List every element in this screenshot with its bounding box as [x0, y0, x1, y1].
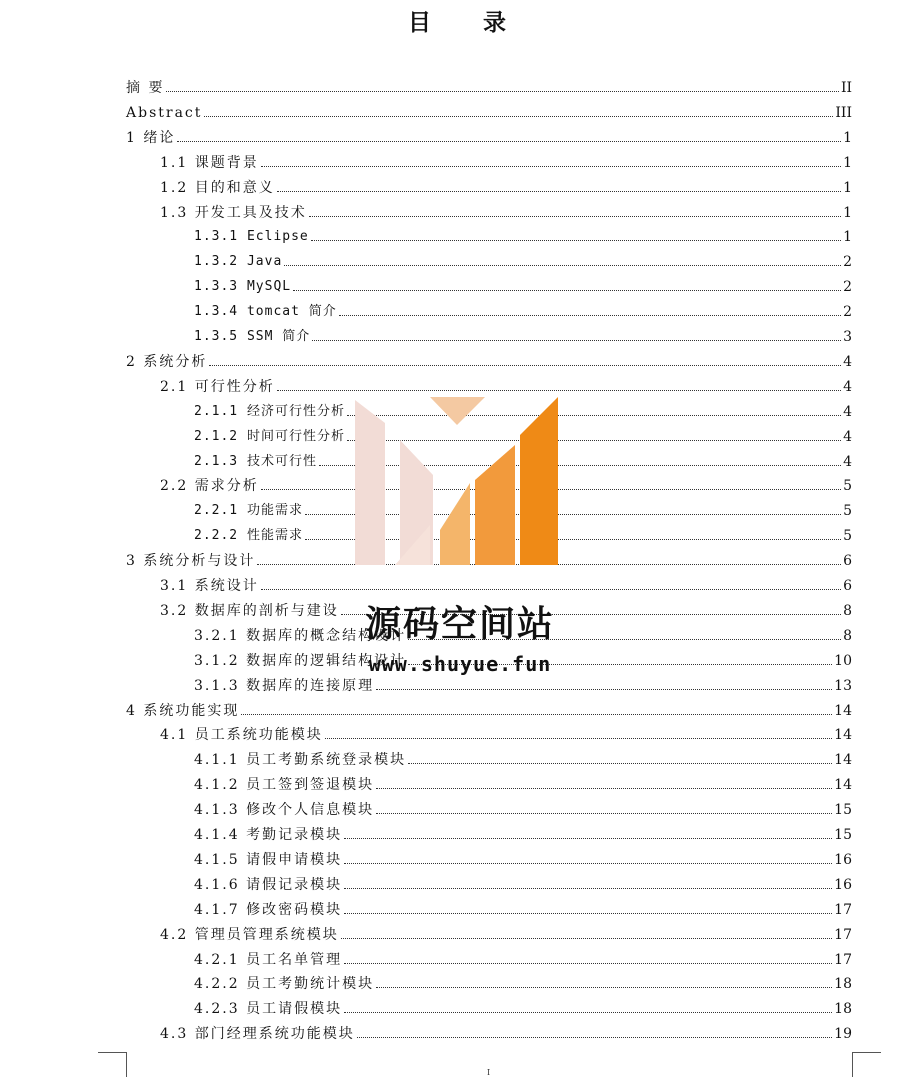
toc-leader-dots: [376, 986, 832, 988]
toc-entry[interactable]: [126, 695, 852, 719]
logo-left-bar: [355, 400, 385, 565]
toc-leader-dots: [261, 588, 841, 590]
toc-entry[interactable]: [160, 371, 852, 395]
toc-leader-dots: [204, 115, 833, 117]
toc-leader-dots: [344, 837, 832, 839]
toc-entry-page: 8: [843, 627, 852, 644]
toc-leader-dots: [408, 762, 832, 764]
toc-entry-label: 4.2 管理员管理系统模块: [160, 926, 339, 943]
toc-entry-label: 4.3 部门经理系统功能模块: [160, 1026, 355, 1043]
toc-entry[interactable]: [194, 794, 852, 818]
toc-entry-page: 17: [834, 926, 852, 943]
toc-entry-label: 3.1 系统设计: [160, 578, 259, 594]
toc-entry-label: 4.1.4 考勤记录模块: [194, 827, 343, 843]
toc-entry-page: 3: [843, 329, 852, 345]
toc-leader-dots: [241, 713, 832, 715]
toc-entry-page: 13: [834, 677, 852, 694]
toc-entry-page: 16: [834, 851, 852, 868]
toc-entry[interactable]: [194, 993, 852, 1017]
toc-entry-label: 4 系统功能实现: [126, 702, 240, 719]
watermark-logo: [355, 395, 560, 567]
toc-entry-page: 17: [834, 951, 852, 968]
toc-leader-dots: [209, 364, 841, 366]
toc-entry-label: 2.2.1 功能需求: [194, 503, 303, 519]
toc-entry[interactable]: [194, 769, 852, 793]
toc-leader-dots: [376, 688, 832, 690]
toc-entry[interactable]: [160, 1018, 852, 1042]
toc-entry-label: 2.2 需求分析: [160, 478, 259, 495]
page-corner-mark-left: [98, 1052, 127, 1077]
toc-entry[interactable]: [194, 819, 852, 843]
toc-entry[interactable]: [194, 221, 852, 245]
toc-leader-dots: [309, 215, 841, 217]
toc-entry-page: 1: [843, 154, 852, 171]
toc-entry[interactable]: [194, 944, 852, 968]
toc-entry-page: 10: [834, 652, 852, 669]
logo-top-triangle: [430, 397, 485, 425]
toc-entry-label: 3 系统分析与设计: [126, 553, 256, 570]
toc-leader-dots: [344, 887, 832, 889]
toc-entry-page: 16: [834, 876, 852, 893]
toc-entry-label: 2.2.2 性能需求: [194, 528, 303, 544]
toc-entry-label: 1.3 开发工具及技术: [160, 204, 307, 221]
toc-entry-label: 4.1.6 请假记录模块: [194, 876, 343, 893]
toc-entry-page: II: [840, 80, 852, 96]
toc-leader-dots: [293, 289, 841, 291]
toc-leader-dots: [325, 737, 832, 739]
toc-entry-page: 14: [834, 777, 852, 794]
toc-leader-dots: [166, 90, 838, 92]
toc-entry[interactable]: [194, 968, 852, 992]
toc-entry-label: 4.1 员工系统功能模块: [160, 727, 323, 744]
toc-entry[interactable]: [194, 271, 852, 295]
watermark-url: www.shuyue.fun: [368, 652, 552, 676]
toc-entry-label: 1.2 目的和意义: [160, 179, 275, 196]
toc-entry-label: 摘 要: [126, 80, 165, 96]
logo-bar-1: [440, 483, 470, 565]
watermark-name: 源码空间站: [364, 604, 555, 645]
toc-entry-label: 2.1.2 时间可行性分析: [194, 428, 345, 444]
toc-entry[interactable]: [126, 346, 852, 370]
toc-entry-page: 17: [834, 901, 852, 918]
toc-entry-label: 2.1.3 技术可行性: [194, 453, 317, 469]
toc-entry-page: 5: [843, 503, 852, 520]
toc-entry-label: 2.1 可行性分析: [160, 378, 275, 395]
toc-leader-dots: [341, 937, 832, 939]
page-title: 目 录: [407, 10, 528, 36]
toc-entry-page: 1: [843, 179, 852, 196]
toc-entry[interactable]: [160, 570, 852, 594]
toc-entry[interactable]: [194, 844, 852, 868]
toc-entry-page: 4: [843, 428, 852, 445]
toc-entry-page: 6: [843, 553, 852, 570]
toc-leader-dots: [277, 389, 841, 391]
toc-entry[interactable]: [126, 97, 852, 121]
toc-entry-label: 4.1.2 员工签到签退模块: [194, 777, 375, 794]
toc-leader-dots: [376, 787, 832, 789]
toc-leader-dots: [344, 1011, 832, 1013]
toc-entry-label: 4.2.1 员工名单管理: [194, 951, 343, 968]
logo-bar-2: [475, 445, 515, 565]
toc-leader-dots: [344, 862, 832, 864]
toc-entry-page: 2: [843, 254, 852, 271]
toc-entry-page: 5: [843, 478, 852, 495]
toc-entry-label: 3.2 数据库的剖析与建设: [160, 602, 339, 619]
toc-entry[interactable]: [194, 894, 852, 918]
toc-entry[interactable]: [160, 719, 852, 743]
toc-entry-label: 2.1.1 经济可行性分析: [194, 403, 345, 419]
toc-entry-page: 2: [843, 304, 852, 321]
toc-entry-page: 5: [843, 528, 852, 545]
toc-entry[interactable]: [194, 246, 852, 270]
toc-entry-page: 18: [834, 1001, 852, 1018]
toc-entry-page: 2: [843, 279, 852, 296]
toc-entry[interactable]: [160, 172, 852, 196]
toc-entry-page: 1: [843, 229, 852, 246]
toc-entry-label: 1.3.4 tomcat 简介: [194, 304, 337, 320]
toc-leader-dots: [261, 165, 841, 167]
toc-entry-page: 4: [843, 403, 852, 420]
toc-entry-label: 3.2.1 数据库的概念结构设计: [194, 627, 407, 644]
toc-entry[interactable]: [160, 919, 852, 943]
toc-entry[interactable]: [194, 744, 852, 768]
toc-entry[interactable]: [160, 197, 852, 221]
toc-entry-page: 8: [843, 602, 852, 619]
toc-entry-page: 1: [843, 204, 852, 221]
toc-entry-label: 1.3.1 Eclipse: [194, 229, 309, 245]
toc-entry-label: 4.1.7 修改密码模块: [194, 901, 343, 918]
toc-entry-page: III: [835, 104, 852, 121]
logo-bar-3: [520, 397, 558, 565]
toc-entry-label: 4.1.3 修改个人信息模块: [194, 802, 375, 819]
toc-leader-dots: [312, 339, 841, 341]
toc-leader-dots: [277, 190, 841, 192]
toc-entry-label: 4.2.2 员工考勤统计模块: [194, 976, 375, 993]
toc-entry[interactable]: [160, 147, 852, 171]
toc-entry-page: 6: [843, 578, 852, 594]
toc-leader-dots: [177, 140, 841, 142]
toc-entry-label: 1.3.2 Java: [194, 254, 283, 270]
toc-entry-page: 14: [834, 702, 852, 719]
toc-entry-label: 4.1.5 请假申请模块: [194, 851, 343, 868]
toc-entry-page: 1: [843, 129, 852, 146]
toc-entry-page: 14: [834, 727, 852, 744]
toc-entry[interactable]: [126, 122, 852, 146]
toc-entry-label: 1.3.3 MySQL: [194, 279, 292, 295]
toc-entry[interactable]: [194, 321, 852, 345]
toc-entry[interactable]: [194, 296, 852, 320]
toc-entry[interactable]: [194, 869, 852, 893]
toc-entry-page: 15: [834, 802, 852, 819]
page-number-marker: I: [487, 1068, 491, 1077]
toc-entry-label: 2 系统分析: [126, 353, 208, 370]
toc-entry-label: 4.1.1 员工考勤系统登录模块: [194, 752, 407, 769]
toc-leader-dots: [284, 264, 841, 266]
toc-entry-page: 14: [834, 752, 852, 769]
toc-entry-label: 4.2.3 员工请假模块: [194, 1001, 343, 1018]
toc-entry-label: Abstract: [126, 104, 203, 121]
toc-entry-page: 15: [834, 827, 852, 843]
toc-leader-dots: [357, 1036, 832, 1038]
toc-leader-dots: [311, 239, 841, 241]
toc-leader-dots: [339, 314, 841, 316]
toc-entry-page: 4: [843, 453, 852, 470]
toc-entry-page: 4: [843, 353, 852, 370]
toc-entry-page: 4: [843, 378, 852, 395]
toc-entry-label: 3.1.2 数据库的逻辑结构设计: [194, 652, 407, 669]
page-corner-mark-right: [852, 1052, 881, 1077]
toc-entry-label: 1 绪论: [126, 129, 176, 146]
toc-entry-label: 1.3.5 SSM 简介: [194, 329, 311, 344]
toc-leader-dots: [344, 962, 832, 964]
toc-entry-label: 3.1.3 数据库的连接原理: [194, 677, 375, 694]
toc-entry-page: 19: [834, 1026, 852, 1043]
toc-entry-label: 1.1 课题背景: [160, 154, 259, 171]
toc-entry-page: 18: [834, 976, 852, 993]
toc-leader-dots: [376, 812, 832, 814]
toc-entry[interactable]: [126, 72, 852, 96]
toc-leader-dots: [344, 912, 832, 914]
